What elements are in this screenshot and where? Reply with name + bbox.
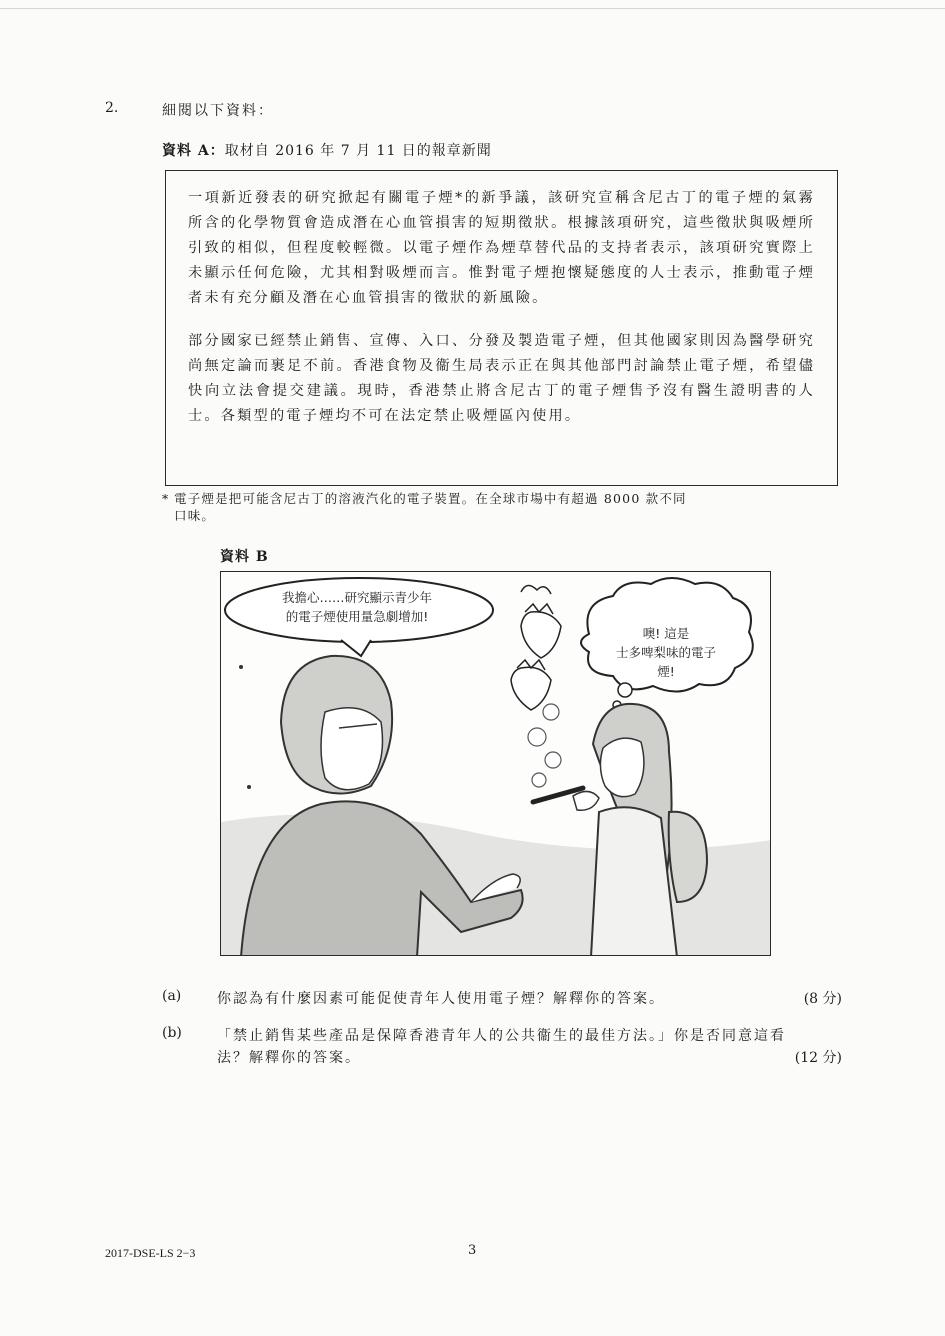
- girl-hand: [573, 791, 599, 810]
- thought-bubble-text: [591, 624, 741, 681]
- source-a-heading: [162, 140, 492, 160]
- page-number: 3: [468, 1243, 477, 1258]
- vapour-puff: [528, 728, 546, 746]
- vapour-swirl: [521, 585, 551, 594]
- source-a-box: [165, 170, 838, 486]
- adult-face: [321, 708, 383, 790]
- question-a-marks: (8 分): [803, 991, 842, 1007]
- speech-bubble-left-text: [257, 588, 457, 626]
- speech-line-2: 的電子煙使用量急劇增加!: [285, 609, 429, 624]
- question-a: [162, 988, 842, 1008]
- speech-line-1: 我擔心……研究顯示青少年: [281, 590, 432, 605]
- strawberry-icon: [521, 612, 561, 658]
- thought-dot-large: [618, 683, 632, 697]
- backpack: [669, 812, 707, 902]
- footnote-marker: *: [162, 491, 170, 506]
- question-number: 2.: [105, 100, 119, 116]
- vapour-puff: [543, 704, 559, 720]
- vapour-puff: [532, 773, 546, 787]
- question-b-marks: (12 分): [794, 1050, 842, 1066]
- cartoon-illustration: [220, 571, 771, 956]
- question-b: [162, 1025, 842, 1069]
- thought-line-1: 噢! 這是: [642, 626, 690, 641]
- strawberry-icon: [511, 667, 551, 710]
- question-b-label: (b): [162, 1025, 182, 1041]
- paper-code: 2017-DSE-LS 2−3: [105, 1246, 196, 1260]
- source-b-heading: 資料 B: [220, 549, 269, 565]
- footnote-line-2: 口味。: [174, 508, 216, 523]
- vapour-puff: [545, 752, 561, 768]
- thought-line-3: 煙!: [657, 664, 675, 679]
- source-a-paragraph-1: 一項新近發表的研究掀起有關電子煙*的新爭議，該研究宣稱含尼古丁的電子煙的氣霧所含的化學物質會造成潛在心血管損害的短期徵狀。根據該項研究，這些徵狀與吸煙所引致的相似，但程度較輕微。以電子煙作為煙草替代品的支持者表示，該項研究實際上未顯示任何危險，尤其相對吸煙而言。惟對電子煙抱懷疑態度的人士表示，推動電子煙者未有充分顧及潛在心血管損害的徵狀的新風險。: [188, 190, 815, 306]
- speech-bubble-tail: [341, 640, 371, 656]
- scan-top-edge: [0, 8, 945, 9]
- question-a-text: 你認為有什麼因素可能促使青年人使用電子煙？解釋你的答案。: [217, 991, 665, 1007]
- question-b-text: 「禁止銷售某些產品是保障香港青年人的公共衞生的最佳方法。」你是否同意這看法？解釋你的答案。: [217, 1028, 786, 1066]
- source-a-paragraph-2: 部分國家已經禁止銷售、宣傳、入口、分發及製造電子煙，但其他國家則因為醫學研究尚無定論而裹足不前。香港食物及衞生局表示正在與其他部門討論禁止電子煙，希望儘快向立法會提交建議。現時，香港禁止將含尼古丁的電子煙售予沒有醫生證明書的人士。各類型的電子煙均不可在法定禁止吸煙區內使用。: [188, 333, 815, 424]
- footnote-line-1: 電子煙是把可能含尼古丁的溶液汽化的電子裝置。在全球市場中有超過 8000 款不同: [174, 491, 687, 506]
- source-a-caption: 取材自 2016 年 7 月 11 日的報章新聞: [224, 143, 492, 159]
- footnote: [162, 490, 842, 524]
- girl-face: [600, 738, 643, 797]
- thought-line-2: 士多啤梨味的電子: [615, 645, 716, 660]
- question-intro: 細閱以下資料：: [162, 103, 274, 119]
- source-a-label: 資料 A：: [162, 143, 225, 159]
- question-a-label: (a): [162, 988, 182, 1004]
